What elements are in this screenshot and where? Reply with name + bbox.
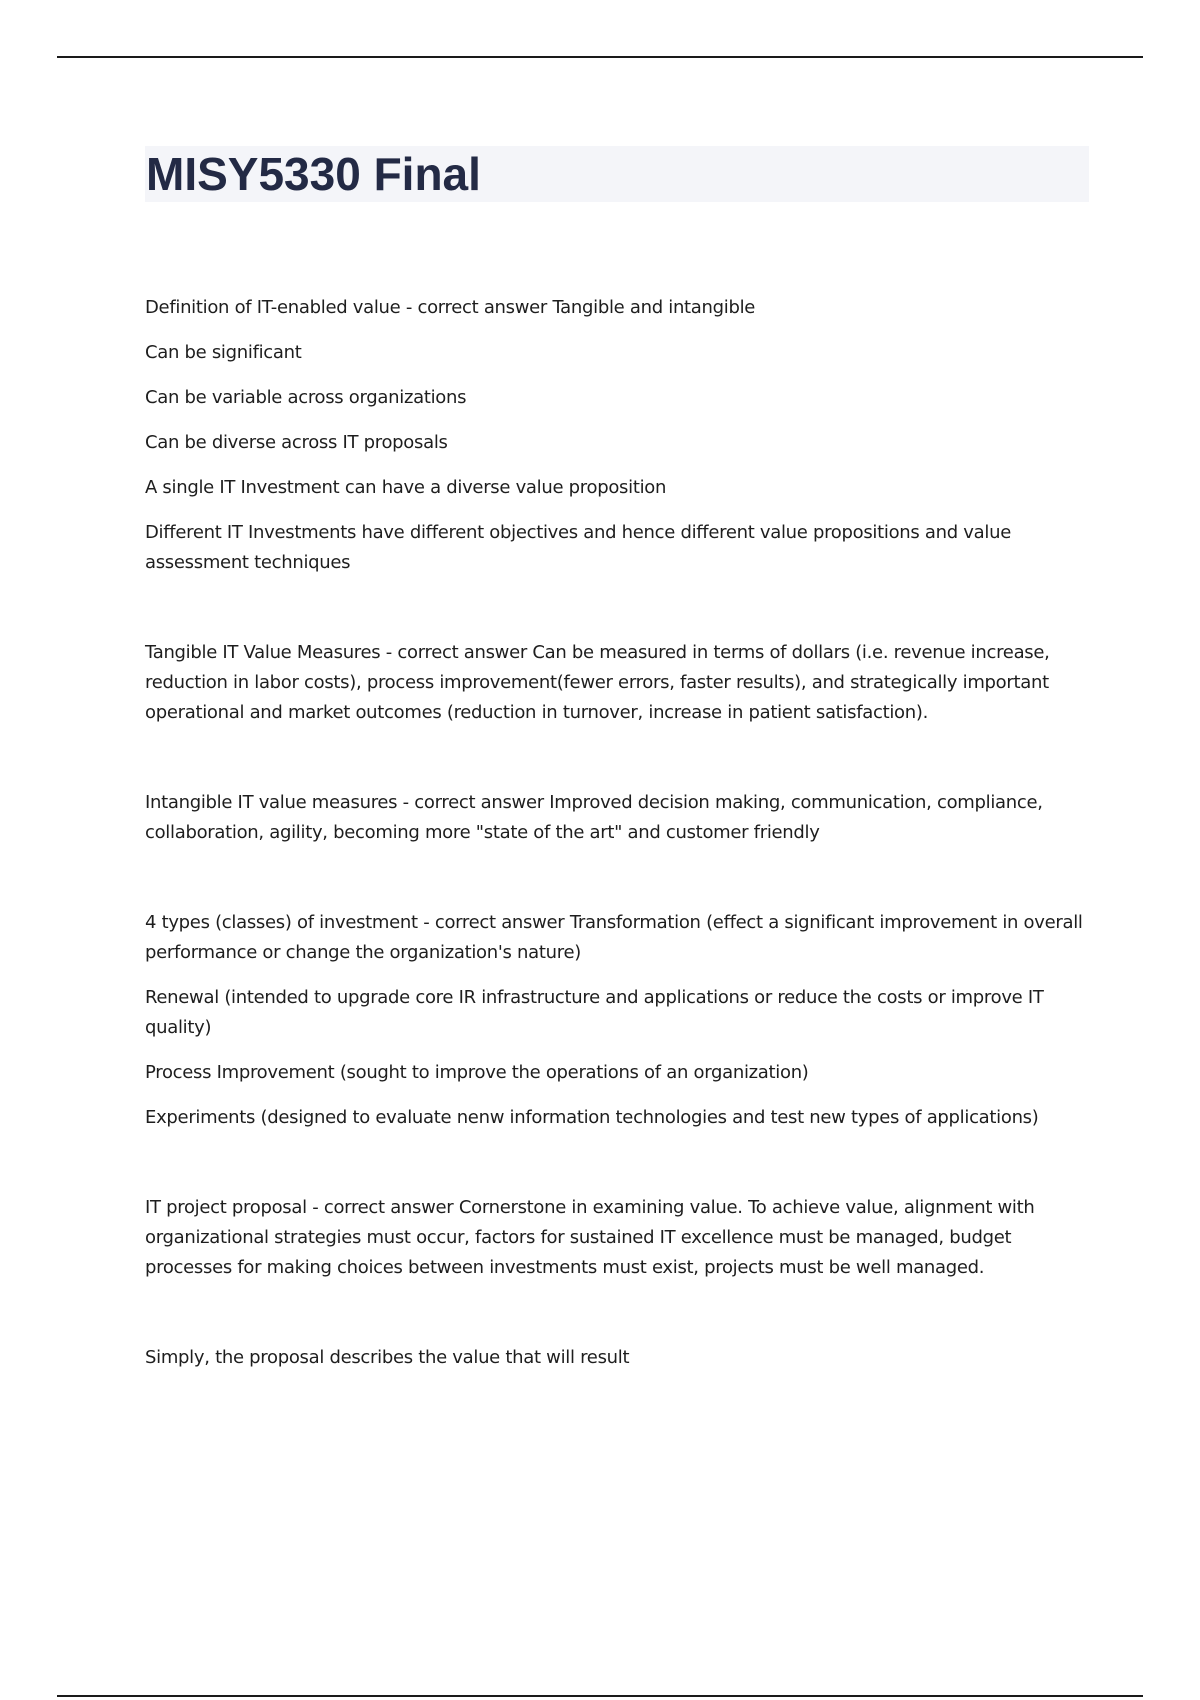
paragraph: Can be variable across organizations bbox=[145, 387, 467, 408]
top-divider bbox=[57, 56, 1143, 58]
bottom-divider bbox=[57, 1695, 1143, 1697]
paragraph: Different IT Investments have different objectives and hence different value propositions and value assessment techniques bbox=[145, 522, 1011, 573]
document-body bbox=[145, 293, 1085, 1388]
page-title: MISY5330 Final bbox=[146, 148, 481, 200]
paragraph: IT project proposal - correct answer Cornerstone in examining value. To achieve value, alignment with organizational strategies must occur, factors for sustained IT excellence must be managed, budget processes for making choices between investments must exist, projects must be well managed. bbox=[145, 1197, 1035, 1278]
paragraph: Can be significant bbox=[145, 342, 302, 363]
paragraph: Tangible IT Value Measures - correct answer Can be measured in terms of dollars (i.e. revenue increase, reduction in labor costs), process improvement(fewer errors, faster results), and strategically important operational and market outcomes (reduction in turnover, increase in patient satisfaction). bbox=[145, 642, 1050, 723]
paragraph: Can be diverse across IT proposals bbox=[145, 432, 448, 453]
paragraph: Experiments (designed to evaluate nenw information technologies and test new types of applications) bbox=[145, 1107, 1039, 1128]
paragraph: 4 types (classes) of investment - correct answer Transformation (effect a significant improvement in overall performance or change the organization's nature) bbox=[145, 912, 1083, 963]
paragraph: A single IT Investment can have a diverse value proposition bbox=[145, 477, 667, 498]
paragraph: Intangible IT value measures - correct answer Improved decision making, communication, compliance, collaboration, agility, becoming more "state of the art" and customer friendly bbox=[145, 792, 1043, 843]
paragraph: Renewal (intended to upgrade core IR infrastructure and applications or reduce the costs or improve IT quality) bbox=[145, 987, 1044, 1038]
paragraph: Simply, the proposal describes the value that will result bbox=[145, 1347, 630, 1368]
paragraph: Definition of IT-enabled value - correct answer Tangible and intangible bbox=[145, 297, 756, 318]
paragraph: Process Improvement (sought to improve the operations of an organization) bbox=[145, 1062, 809, 1083]
